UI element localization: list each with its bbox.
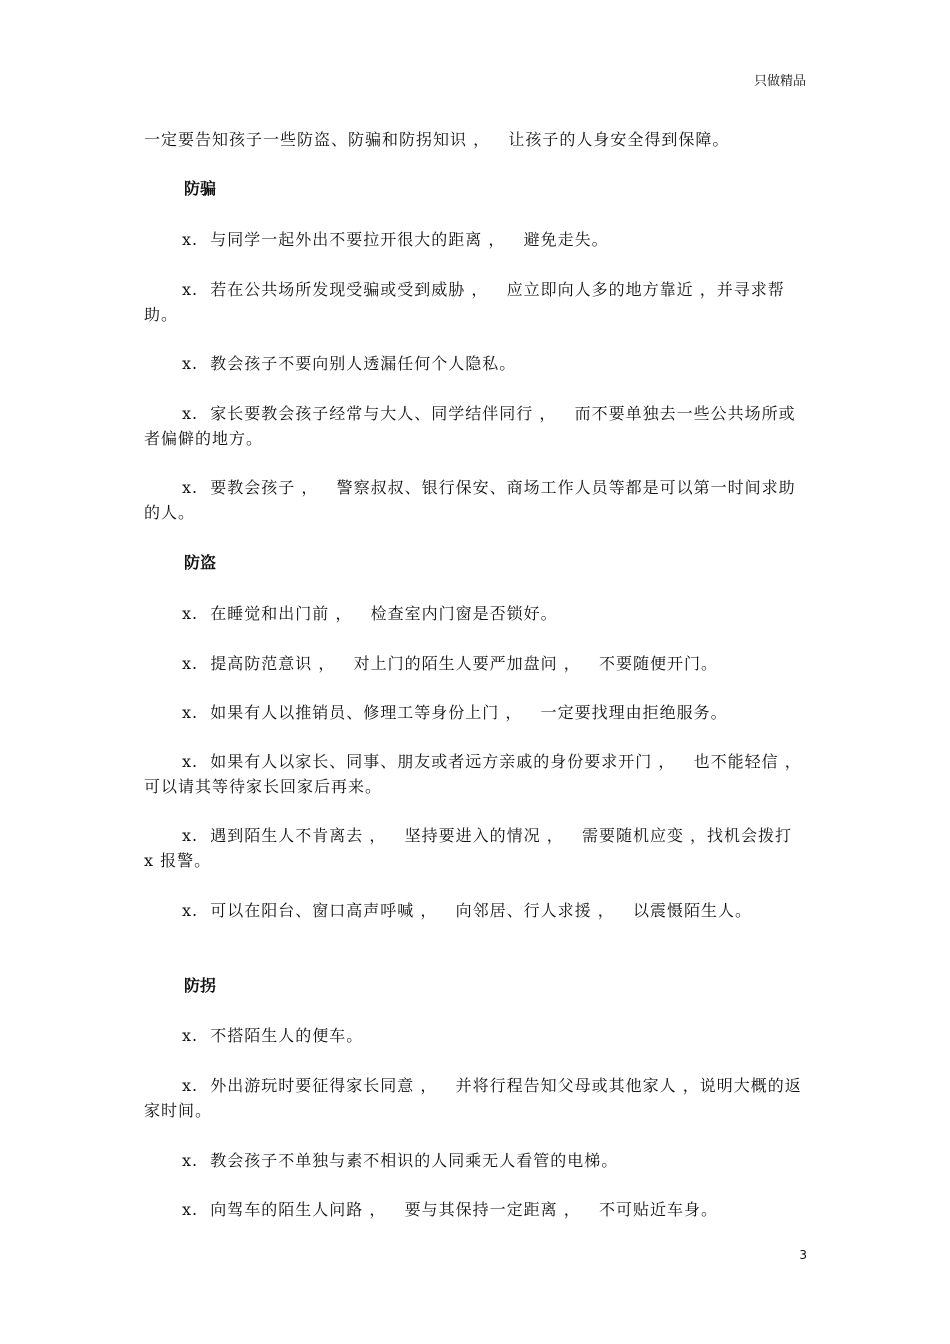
list-item: x. 可以在阳台、窗口高声呼喊 ， 向邻居、行人求援 ， 以震慑陌生人。 bbox=[182, 901, 752, 920]
list-item: x. 外出游玩时要征得家长同意 ， 并将行程告知父母或其他家人 ，说明大概的返家时间。 bbox=[144, 1076, 802, 1120]
list-item: x. 不搭陌生人的便车。 bbox=[182, 1026, 364, 1045]
section-heading-abduction: 防拐 bbox=[184, 976, 217, 995]
list-item: x. 向驾车的陌生人问路 ， 要与其保持一定距离 ， 不可贴近车身。 bbox=[182, 1200, 718, 1219]
list-item: x. 教会孩子不要向别人透漏任何个人隐私。 bbox=[182, 354, 517, 373]
section-heading-theft: 防盗 bbox=[184, 553, 217, 572]
list-item: x. 若在公共场所发现受骗或受到威胁 ， 应立即向人多的地方靠近 ，并寻求帮助。 bbox=[144, 280, 785, 324]
list-item: x. 如果有人以推销员、修理工等身份上门 ， 一定要找理由拒绝服务。 bbox=[182, 703, 728, 722]
list-item: x. 与同学一起外出不要拉开很大的距离 ， 避免走失。 bbox=[182, 230, 609, 249]
list-item: x. 教会孩子不单独与素不相识的人同乘无人看管的电梯。 bbox=[182, 1151, 619, 1170]
list-item: x. 如果有人以家长、同事、朋友或者远方亲戚的身份要求开门 ， 也不能轻信 ， 可以请其等待家长回家后再来。 bbox=[144, 752, 820, 796]
page-number: 3 bbox=[799, 1248, 807, 1262]
list-item: x. 遇到陌生人不肯离去 ， 坚持要进入的情况 ， 需要随机应变 ，找机会拨打 x 报警。 bbox=[144, 826, 799, 870]
list-item: x. 要教会孩子 ， 警察叔叔、银行保安、商场工作人员等都是可以第一时间求助的人。 bbox=[144, 478, 796, 522]
header-note: 只做精品 bbox=[753, 74, 806, 89]
list-item: x. 在睡觉和出门前 ， 检查室内门窗是否锁好。 bbox=[182, 604, 558, 623]
intro-paragraph: 一定要告知孩子一些防盗、防骗和防拐知识 ， 让孩子的人身安全得到保障。 bbox=[144, 130, 730, 149]
list-item: x. 家长要教会孩子经常与大人、同学结伴同行 ， 而不要单独去一些公共场所或者偏僻的地方。 bbox=[144, 404, 796, 448]
section-heading-fraud: 防骗 bbox=[184, 179, 217, 198]
list-item: x. 提高防范意识 ， 对上门的陌生人要严加盘问 ， 不要随便开门。 bbox=[182, 654, 718, 673]
